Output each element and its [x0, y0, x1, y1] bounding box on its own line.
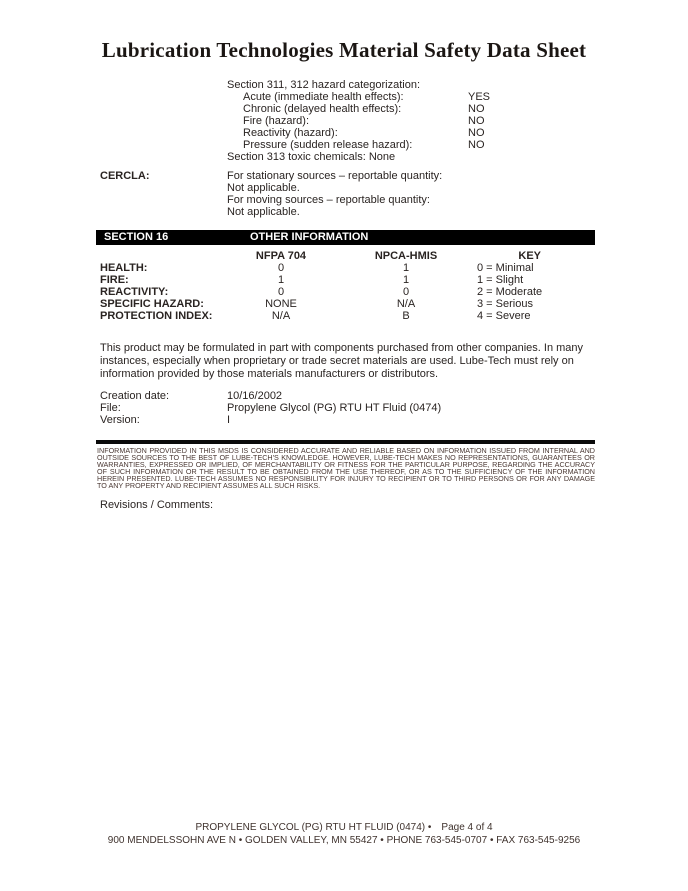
cercla-line: For stationary sources – reportable quantity: — [227, 170, 443, 182]
table-row-protection-index — [0, 310, 688, 322]
key-entry: 4 = Severe — [477, 310, 531, 322]
cercla-line: Not applicable. — [227, 206, 300, 218]
nfpa-value: 0 — [277, 262, 285, 274]
row-label: PROTECTION INDEX: — [100, 310, 213, 322]
hazard-value: NO — [468, 103, 485, 115]
hazard-row-acute — [0, 91, 688, 103]
table-row-fire — [0, 274, 688, 286]
file-info-value: Propylene Glycol (PG) RTU HT Fluid (0474) — [227, 402, 442, 414]
section16-number: SECTION 16 — [104, 231, 169, 243]
row-label: FIRE: — [100, 274, 129, 286]
document-title: Lubrication Technologies Material Safety Data Sheet — [101, 38, 587, 62]
hmis-value: 1 — [402, 262, 410, 274]
row-label: SPECIFIC HAZARD: — [100, 298, 204, 310]
file-info-row — [0, 390, 688, 402]
nfpa-value: NONE — [265, 298, 297, 310]
hmis-value: 0 — [402, 286, 410, 298]
key-entry: 1 = Slight — [477, 274, 524, 286]
ratings-table — [0, 250, 688, 322]
file-info-label: Version: — [100, 414, 140, 426]
hazard-label: Pressure (sudden release hazard): — [243, 139, 413, 151]
table-row-specific-hazard — [0, 298, 688, 310]
hazard-label: Reactivity (hazard): — [243, 127, 338, 139]
file-info-label: Creation date: — [100, 390, 170, 402]
footer-address-line: 900 MENDELSSOHN AVE N • GOLDEN VALLEY, MN 55427 • PHONE 763-545-0707 • FAX 763-545-9256 — [107, 835, 581, 846]
cercla-line: Not applicable. — [227, 182, 300, 194]
file-info-row — [0, 414, 688, 426]
section16-header-bar — [96, 230, 595, 245]
footer-product: PROPYLENE GLYCOL (PG) RTU HT FLUID (0474) • — [195, 822, 432, 833]
col-header-key: KEY — [518, 250, 541, 262]
section16-title: OTHER INFORMATION — [250, 231, 369, 243]
hazard-label: Fire (hazard): — [243, 115, 310, 127]
table-row-reactivity — [0, 286, 688, 298]
hmis-value: N/A — [396, 298, 416, 310]
key-entry: 0 = Minimal — [477, 262, 534, 274]
hazard-value: YES — [468, 91, 491, 103]
hmis-value: 1 — [402, 274, 410, 286]
file-info-value: I — [227, 414, 231, 426]
nfpa-value: 1 — [277, 274, 285, 286]
file-info-block — [0, 390, 688, 426]
nfpa-value: N/A — [271, 310, 291, 322]
col-header-nfpa: NFPA 704 — [255, 250, 307, 262]
row-label: REACTIVITY: — [100, 286, 169, 298]
hazard-row-reactivity — [0, 127, 688, 139]
hazard-label: Chronic (delayed health effects): — [243, 103, 402, 115]
table-row-health — [0, 262, 688, 274]
col-header-hmis: NPCA-HMIS — [374, 250, 438, 262]
hazard-label: Acute (immediate health effects): — [243, 91, 404, 103]
cercla-label: CERCLA: — [100, 170, 150, 182]
hazard-row-chronic — [0, 103, 688, 115]
hazard-value: NO — [468, 139, 485, 151]
key-entry: 2 = Moderate — [477, 286, 543, 298]
hazard-heading: Section 311, 312 hazard categorization: — [227, 79, 421, 91]
hazard-value: NO — [468, 115, 485, 127]
file-info-row — [0, 402, 688, 414]
hazard-value: NO — [468, 127, 485, 139]
section313-line: Section 313 toxic chemicals: None — [227, 151, 396, 163]
footer-page-number: Page 4 of 4 — [441, 822, 493, 833]
key-entry: 3 = Serious — [477, 298, 533, 310]
hazard-row-fire — [0, 115, 688, 127]
legal-disclaimer: INFORMATION PROVIDED IN THIS MSDS IS CONSIDERED ACCURATE AND RELIABLE BASED ON INFORMATION ISSUED FROM INTERNAL AND OUTSIDE SOURCES TO THE BEST OF LUBE-TECH'S KNOWLEDGE. HOWEVER, LUBE-TECH MAKES NO REPRESENTATIONS, GUARANTEES OR WARRANTIES, EXPRESSED OR IMPLIED, OF MERCHANTABILITY OR FITNESS FOR THE PARTICULAR PURPOSE, REGARDING THE ACCURACY OF SUCH INFORMATION OR THE RESULT TO BE OBTAINED FROM THE USE THEREOF, OR AS TO THE SUFFICIENCY OF THE INFORMATION HEREIN PRESENTED. LUBE-TECH ASSUMES NO RESPONSIBILITY FOR INJURY TO RECIPIENT OR TO THIRD PERSONS OR FOR ANY DAMAGE TO ANY PROPERTY AND RECIPIENT ASSUMES ALL SUCH RISKS. — [97, 446, 595, 490]
hazard-row-pressure — [0, 139, 688, 151]
cercla-line: For moving sources – reportable quantity: — [227, 194, 430, 206]
cercla-section — [0, 170, 688, 218]
ratings-header-row — [0, 250, 688, 262]
revisions-comments-label: Revisions / Comments: — [100, 499, 214, 511]
formulation-note: This product may be formulated in part with components purchased from other companies. In many instances, especially when proprietary or trade secret materials are used. Lube-Tech must rely on information provided by those materials manufacturers or distributors. — [100, 342, 584, 380]
divider-rule — [96, 440, 595, 444]
hmis-value: B — [402, 310, 410, 322]
nfpa-value: 0 — [277, 286, 285, 298]
file-info-label: File: — [100, 402, 121, 414]
row-label: HEALTH: — [100, 262, 148, 274]
file-info-value: 10/16/2002 — [227, 390, 283, 402]
footer-product-line — [0, 821, 688, 834]
page-footer — [0, 821, 688, 847]
hazard-categorization-section — [0, 79, 688, 163]
